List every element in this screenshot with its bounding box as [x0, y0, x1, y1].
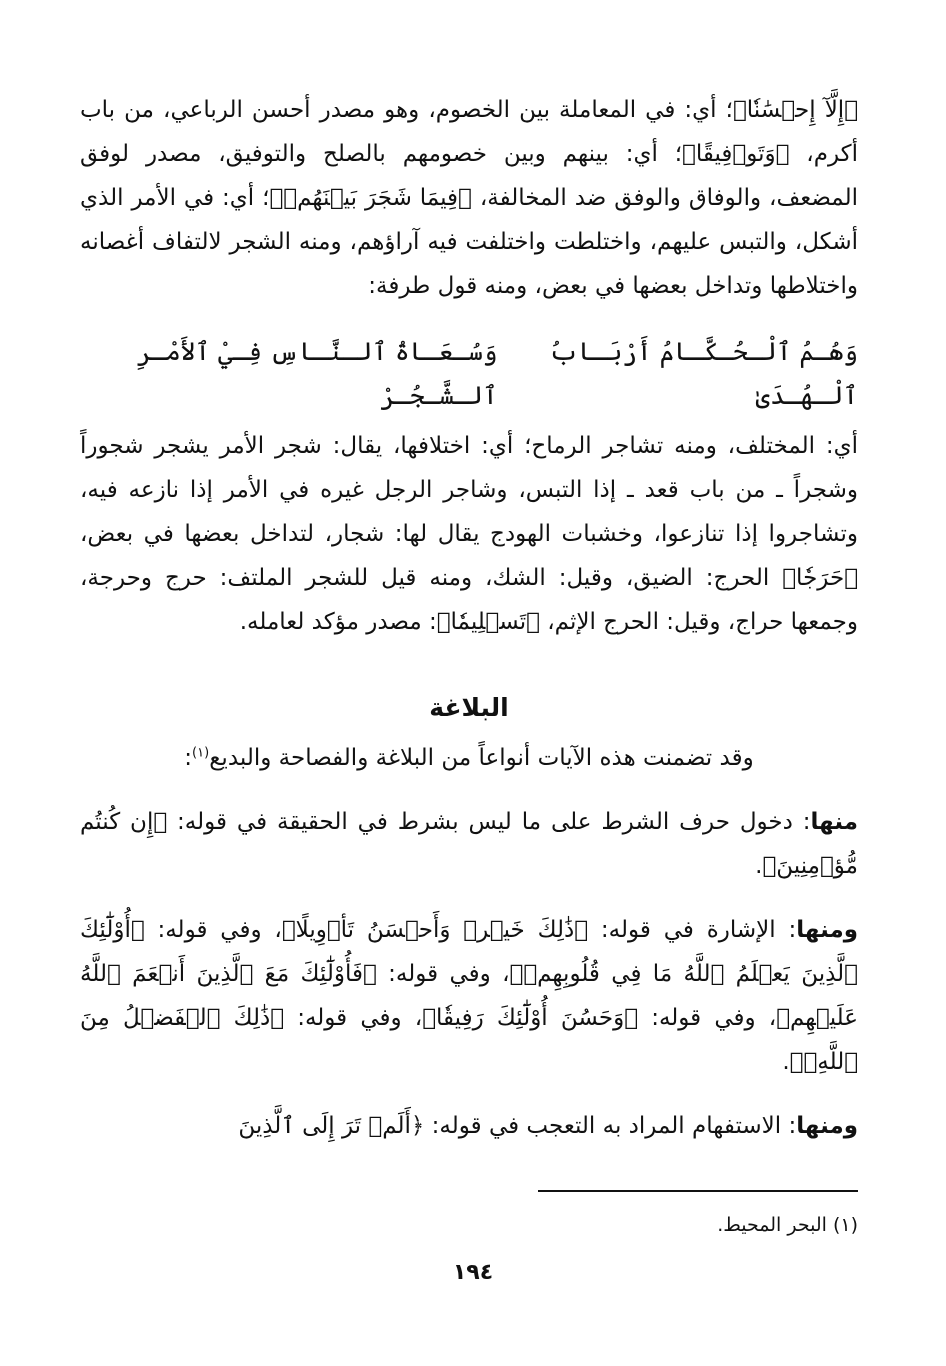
item-lead: منها	[810, 809, 858, 835]
page-number: ١٩٤	[452, 1260, 494, 1285]
rhetoric-item-2	[80, 908, 858, 1084]
rhetoric-item-3	[80, 1104, 858, 1148]
item-text: : الاستفهام المراد به التعجب في قوله: ﴿أَلَمۡ تَرَ إِلَى ٱلَّذِينَ	[238, 1113, 797, 1139]
verse-first-hemistich: وَهُـمُ ٱلْـحُـكَّـامُ أَرْبَـابُ ٱلْـهُـدَىٰ	[549, 337, 858, 410]
rhetoric-item-1	[80, 800, 858, 888]
footnote: (١) البحر المحيط.	[717, 1214, 858, 1236]
footnote-separator	[538, 1190, 858, 1192]
paragraph-2: أي: المختلف، ومنه تشاجر الرماح؛ أي: اختلافها، يقال: شجر الأمر يشجر شجوراً وشجراً ـ من باب قعد ـ إذا التبس، وشاجر الرجل غيره في الأمر إذا نازعه فيه، وتشاجروا إذا تنازعوا، وخشبات الهودج يقال لها: شجار، لتداخل بعضها في بعض، ﴿حَرَجٗا﴾ الحرج: الضيق، وقيل: الشك، ومنه قيل للشجر الملتف: حرج وحرجة، وجمعها حراج، وقيل: الحرج الإثم، ﴿تَسۡلِيمٗا﴾: مصدر مؤكد لعامله.	[80, 433, 858, 635]
item-lead: ومنها	[796, 1113, 858, 1139]
intro-colon: :	[184, 745, 193, 771]
verse-second-hemistich: وَسُـعَـاةُ ٱلـنَّـاسِ فِـيْ ٱلأَمْـرِ ٱلـشَّـجُـرْ	[136, 337, 498, 410]
section-heading: البلاغة	[429, 693, 509, 722]
paragraph-1: ﴿إِلَّآ إِحۡسَٰنٗا﴾؛ أي: في المعاملة بين الخصوم، وهو مصدر أحسن الرباعي، من باب أكرم، ﴿وَتَوۡفِيقًا﴾؛ أي: بينهم وبين خصومهم بالصلح والتوفيق، مصدر لوفق المضعف، والوفاق والوفق ضد المخالفة، ﴿فِيمَا شَجَرَ بَيۡنَهُمۡ﴾؛ أي: في الأمر الذي أشكل، والتبس عليهم، واختلطت واختلفت فيه آراؤهم، ومنه الشجر لالتفاف أغصانه واختلاطها وتداخل بعضها في بعض، ومنه قول طرفة:	[80, 97, 858, 299]
item-lead: ومنها	[796, 917, 858, 943]
intro-text: وقد تضمنت هذه الآيات أنواعاً من البلاغة والفصاحة والبديع	[209, 745, 754, 771]
page-body	[80, 88, 858, 1148]
poetry-verse	[80, 330, 858, 418]
section-intro	[80, 736, 858, 780]
item-text: : دخول حرف الشرط على ما ليس بشرط في الحقيقة في قوله: ﴿إِن كُنتُم مُّؤۡمِنِينَ﴾.	[80, 809, 858, 879]
item-text: : الإشارة في قوله: ﴿ذَٰلِكَ خَيۡرٞ وَأَحۡسَنُ تَأۡوِيلًا﴾، وفي قوله: ﴿أُوْلَٰٓئِكَ ٱلَّذِينَ يَعۡلَمُ ٱللَّهُ مَا فِي قُلُوبِهِمۡ﴾، وفي قوله: ﴿فَأُوْلَٰٓئِكَ مَعَ ٱلَّذِينَ أَنۡعَمَ ٱللَّهُ عَلَيۡهِم﴾، وفي قوله: ﴿وَحَسُنَ أُوْلَٰٓئِكَ رَفِيقٗا﴾، وفي قوله: ﴿ذَٰلِكَ ٱلۡفَضۡلُ مِنَ ٱللَّهِۚ﴾.	[80, 917, 858, 1075]
footnote-reference: (١)	[192, 745, 210, 761]
